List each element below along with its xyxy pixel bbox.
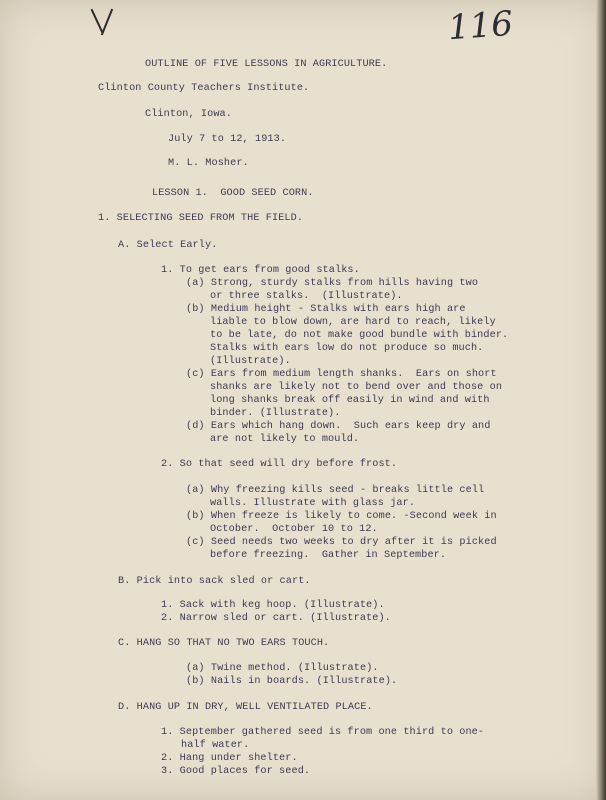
handwritten-page-number: 116 xyxy=(446,3,515,49)
author: M. L. Mosher. xyxy=(168,158,249,169)
corner-mark-left xyxy=(91,9,104,33)
point-1-item-c: (c) Ears from medium length shanks. Ears on short xyxy=(186,369,497,380)
subsection-b-item-2: 2. Narrow sled or cart. (Illustrate). xyxy=(161,613,391,624)
subsection-b-item-1: 1. Sack with keg hoop. (Illustrate). xyxy=(161,600,385,611)
point-2-item-a-cont: walls. Illustrate with glass jar. xyxy=(210,498,416,509)
point-1-item-c-cont-3: binder. (Illustrate). xyxy=(210,408,341,419)
point-2-item-a: (a) Why freezing kills seed - breaks little cell xyxy=(186,485,485,496)
subsection-d-item-1-cont: half water. xyxy=(181,740,250,751)
point-1-item-b-cont-3: Stalks with ears low do not produce so much. xyxy=(210,343,484,354)
point-1-item-d-cont: are not likely to mould. xyxy=(210,434,360,445)
point-1-item-b-cont-4: (Illustrate). xyxy=(210,356,291,367)
subsection-d-item-3: 3. Good places for seed. xyxy=(161,766,311,777)
subsection-d-item-2: 2. Hang under shelter. xyxy=(161,753,298,764)
point-2-item-c: (c) Seed needs two weeks to dry after it is picked xyxy=(186,537,497,548)
point-1-item-d: (d) Ears which hang down. Such ears keep dry and xyxy=(186,421,491,432)
institute-name: Clinton County Teachers Institute. xyxy=(98,83,310,94)
point-1-heading: 1. To get ears from good stalks. xyxy=(161,265,360,276)
subsection-b-heading: B. Pick into sack sled or cart. xyxy=(118,576,311,587)
lesson-title: LESSON 1. GOOD SEED CORN. xyxy=(152,188,314,199)
subsection-c-heading: C. HANG SO THAT NO TWO EARS TOUCH. xyxy=(118,638,330,649)
section-1-heading: 1. SELECTING SEED FROM THE FIELD. xyxy=(98,213,304,224)
corner-mark-right xyxy=(101,9,113,36)
point-2-item-b-cont: October. October 10 to 12. xyxy=(210,524,378,535)
page-edge-shadow xyxy=(596,0,606,800)
point-1-item-b-cont-2: to be late, do not make good bundle with binder. xyxy=(210,330,509,341)
dates: July 7 to 12, 1913. xyxy=(168,134,287,145)
point-2-item-b: (b) When freeze is likely to come. -Second week in xyxy=(186,511,497,522)
point-1-item-c-cont-2: long shanks break off easily in wind and with xyxy=(210,395,490,406)
subsection-c-item-a: (a) Twine method. (Illustrate). xyxy=(186,663,379,674)
point-1-item-a-cont: or three stalks. (Illustrate). xyxy=(210,291,403,302)
subsection-d-heading: D. HANG UP IN DRY, WELL VENTILATED PLACE. xyxy=(118,702,373,713)
point-2-item-c-cont: before freezing. Gather in September. xyxy=(210,550,447,561)
subsection-c-item-b: (b) Nails in boards. (Illustrate). xyxy=(186,676,398,687)
subsection-d-item-1: 1. September gathered seed is from one third to one- xyxy=(161,727,485,738)
point-1-item-a: (a) Strong, sturdy stalks from hills having two xyxy=(186,278,479,289)
point-1-item-c-cont-1: shanks are likely not to bend over and those on xyxy=(210,382,503,393)
place: Clinton, Iowa. xyxy=(145,109,232,120)
point-1-item-b-cont-1: liable to blow down, are hard to reach, likely xyxy=(210,317,496,328)
subsection-a-heading: A. Select Early. xyxy=(118,240,218,251)
document-title: OUTLINE OF FIVE LESSONS IN AGRICULTURE. xyxy=(145,59,388,70)
point-1-item-b: (b) Medium height - Stalks with ears high are xyxy=(186,304,466,315)
point-2-heading: 2. So that seed will dry before frost. xyxy=(161,459,398,470)
